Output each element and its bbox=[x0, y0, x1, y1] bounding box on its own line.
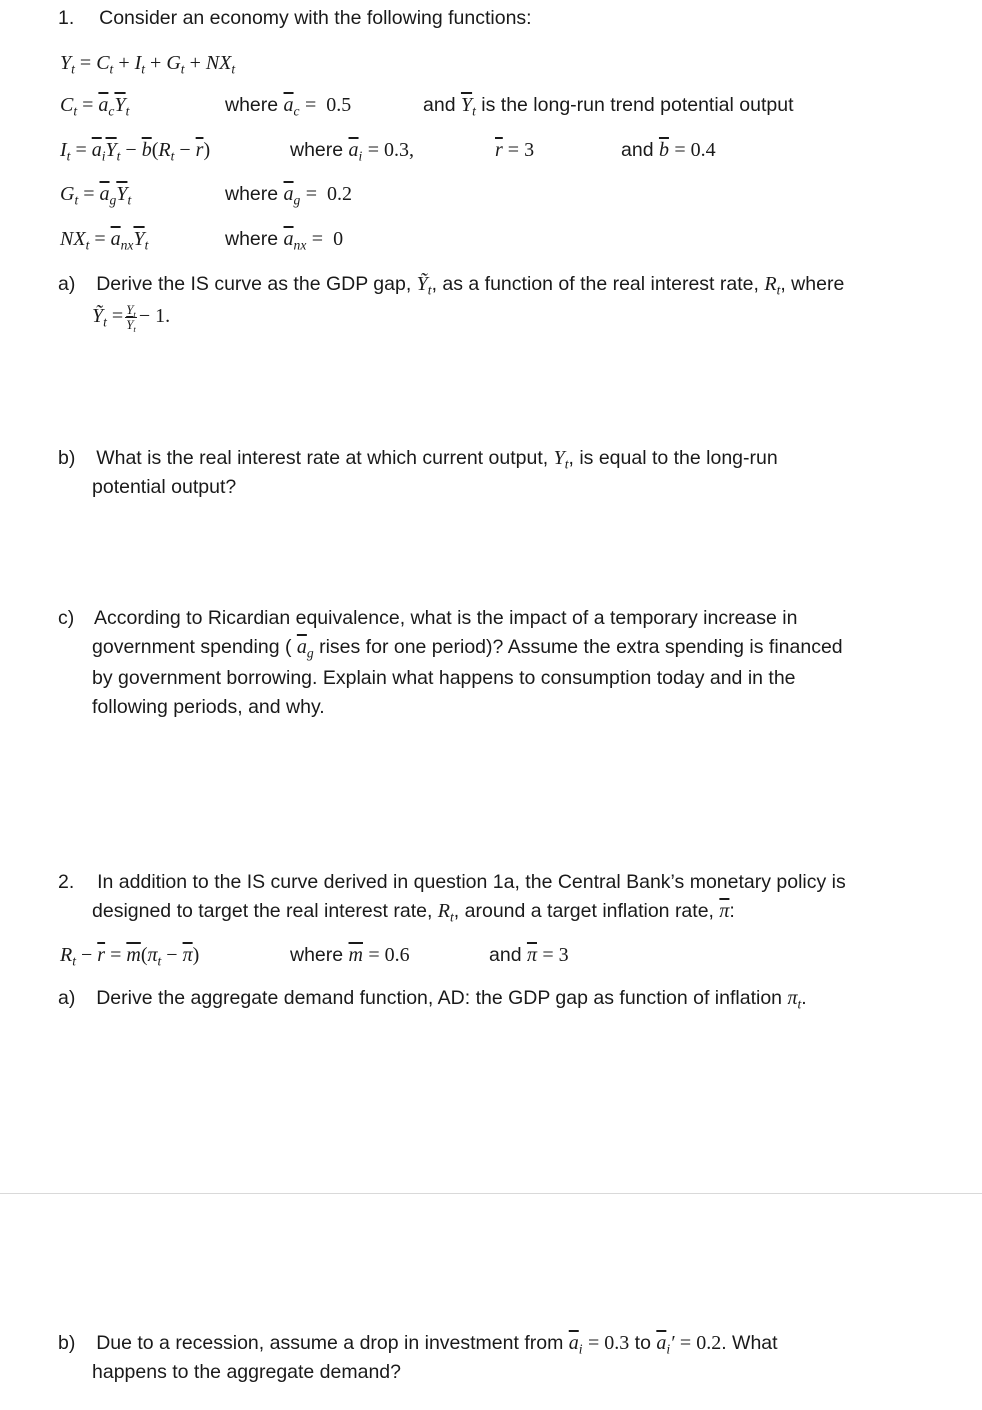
q2-intro-line-2: designed to target the real interest rate, $R_t$, around a target inflation rate, $\overline{\pi}$: bbox=[92, 900, 735, 925]
q1-intro: Consider an economy with the following functions: bbox=[99, 7, 532, 29]
equation-government: $G_t = \overline{a}_g\overline{Y}_t$ bbox=[60, 183, 132, 208]
q1c-line-1: c) According to Ricardian equivalence, what is the impact of a temporary increase in bbox=[58, 607, 798, 629]
equation-monetary-policy: $R_t - \overline{r} = \overline{m}(\pi_t - \overline{\pi})$ bbox=[60, 944, 200, 969]
q1b-line-1: b) What is the real interest rate at which current output, $Y_t$, is equal to the long-run bbox=[58, 447, 778, 472]
q1c-label: c) bbox=[58, 607, 75, 629]
q1-number: 1. bbox=[58, 7, 75, 29]
q2b-label: b) bbox=[58, 1332, 76, 1354]
q1a-label: a) bbox=[58, 273, 76, 295]
where-ag: where $\overline{a}_g = 0.2$ bbox=[225, 183, 353, 208]
q2-intro-line-1: 2. In addition to the IS curve derived in question 1a, the Central Bank’s monetary policy is bbox=[58, 871, 846, 893]
potential-output-note: and $\overline{Y}_t$ is the long-run trend potential output bbox=[423, 94, 794, 119]
q1b-line-2: potential output? bbox=[92, 476, 237, 498]
r-bar-value: $\overline{r} = 3$ bbox=[495, 139, 535, 161]
q2b-line-1: b) Due to a recession, assume a drop in investment from $\overline{a}_i = 0.3$ to $\overline{a}_i' = 0.2$. What bbox=[58, 1332, 778, 1357]
q2a-label: a) bbox=[58, 987, 76, 1009]
q1a-line-2: Ỹ$_t$ = $\frac{Y_t}{\overline{Y}_t}$ − 1. bbox=[92, 302, 171, 334]
where-ac: where $\overline{a}_c = 0.5$ bbox=[225, 94, 352, 119]
page-divider bbox=[0, 1193, 982, 1194]
q1b-label: b) bbox=[58, 447, 76, 469]
q2a-line: a) Derive the aggregate demand function, AD: the GDP gap as function of inflation $\pi_t$. bbox=[58, 987, 807, 1012]
where-anx: where $\overline{a}_{nx} = 0$ bbox=[225, 228, 344, 253]
equation-investment: $I_t = \overline{a}_i\overline{Y}_t - \overline{b}(R_t - \overline{r})$ bbox=[60, 139, 211, 164]
equation-net-exports: $NX_t = \overline{a}_{nx}\overline{Y}_t$ bbox=[60, 228, 149, 253]
equation-consumption: $C_t = \overline{a}_c\overline{Y}_t$ bbox=[60, 94, 130, 119]
q2-number: 2. bbox=[58, 871, 75, 893]
pi-bar-value: and $\overline{\pi} = 3$ bbox=[489, 944, 569, 966]
q1c-line-2: government spending ( $\overline{a}_g$ rises for one period)? Assume the extra spending is financed bbox=[92, 636, 843, 661]
q2b-line-2: happens to the aggregate demand? bbox=[92, 1361, 402, 1383]
equation-output-identity: $Y_t = C_t + I_t + G_t + NX_t$ bbox=[60, 52, 236, 77]
q1a-line-1: a) Derive the IS curve as the GDP gap, Ỹ$_t$, as a function of the real interest rate, $R_t$, where bbox=[58, 273, 845, 298]
b-bar-value: and $\overline{b} = 0.4$ bbox=[621, 139, 716, 161]
where-m: where $\overline{m} = 0.6$ bbox=[290, 944, 410, 966]
where-ai: where $\overline{a}_i = 0.3$, bbox=[290, 139, 415, 164]
q1c-line-3: by government borrowing. Explain what happens to consumption today and in the bbox=[92, 667, 796, 689]
q1-intro-line bbox=[58, 6, 532, 30]
q1c-line-4: following periods, and why. bbox=[92, 696, 325, 718]
